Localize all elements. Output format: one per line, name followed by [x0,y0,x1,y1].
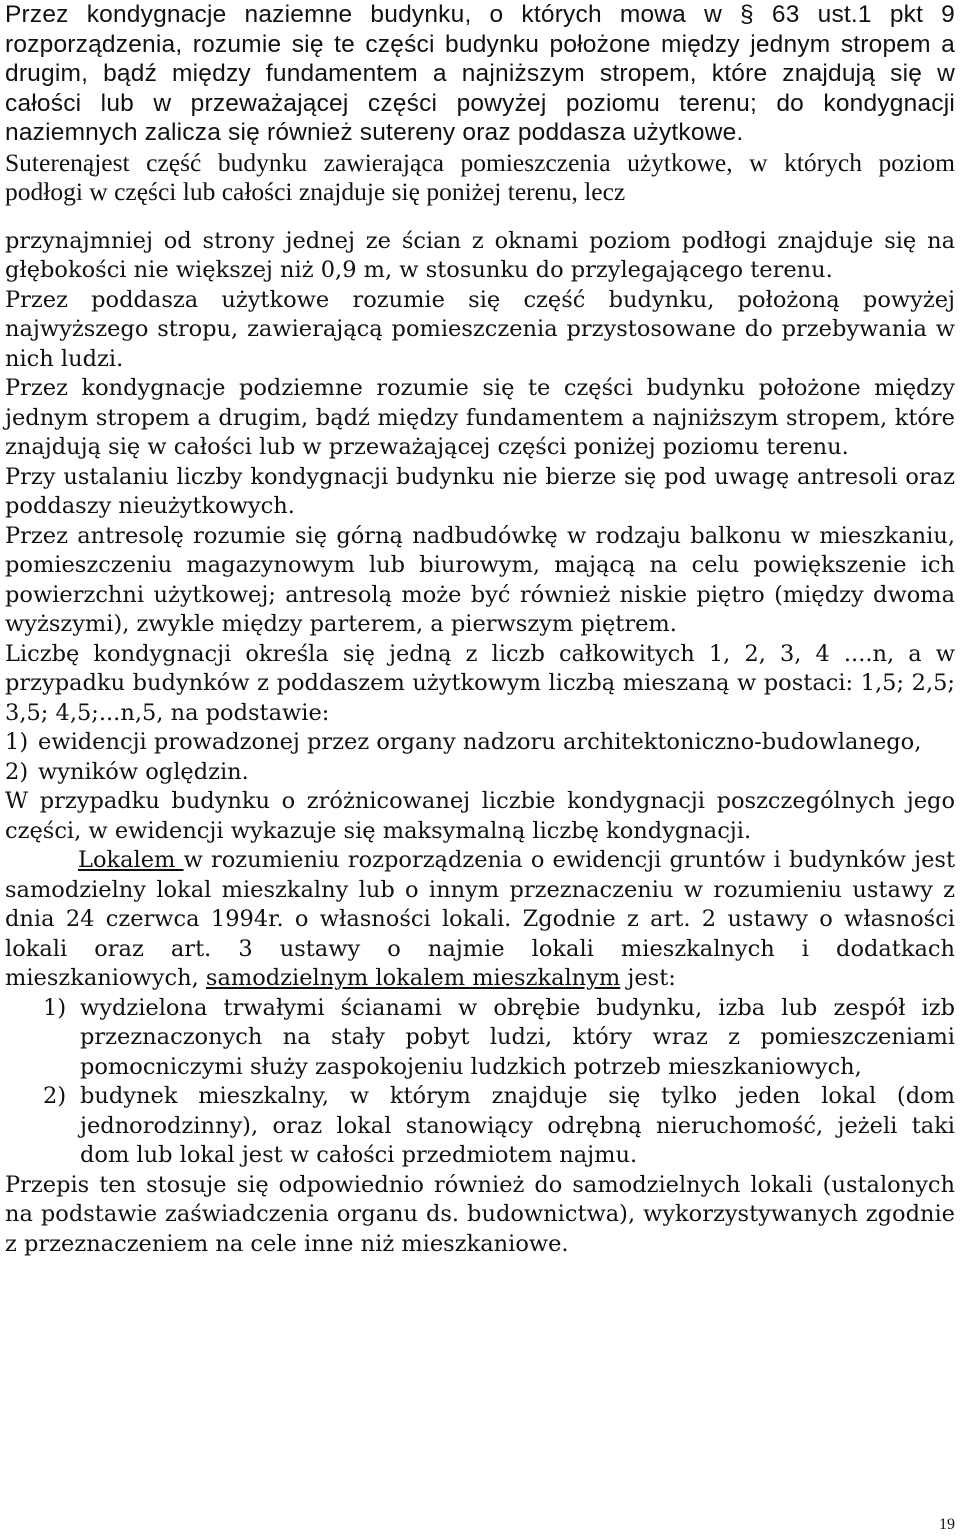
sources-list [5,728,955,787]
paragraph-gap [5,207,955,227]
paragraph-suterena-part1: Suterenąjest część budynku zawierająca pomieszczenia użytkowe, w których poziom podłogi w części lub całości znajduje się poniżej terenu, lecz [5,147,955,206]
list-item-number: 1) [5,729,29,755]
document-page [5,0,955,1259]
list-item [5,758,955,788]
list-item-text: budynek mieszkalny, w którym znajduje się tylko jeden lokal (dom jednorodzinny), oraz lokal stanowiący odrębną nieruchomość, jeżeli taki dom lub lokal jest w całości przedmiotem najmu. [80,1083,955,1168]
lokal-criteria-list [5,994,955,1171]
paragraph-lokal-definition [5,846,955,994]
paragraph-antresola: Przez antresolę rozumie się górną nadbudówkę w rodzaju balkonu w mieszkaniu, pomieszczeniu magazynowym lub biurowym, mającą na celu powiększenie ich powierzchni użytkowej; antresolą może być również niskie piętro (między dwoma wyższymi), zwykle między parterem, a pierwszym piętrem. [5,522,955,637]
list-item [5,994,955,1083]
paragraph-przepis: Przepis ten stosuje się odpowiednio również do samodzielnych lokali (ustalonych na podstawie zaświadczenia organu ds. budownictwa), wykorzystywanych zgodnie z przeznaczeniem na cele inne niż mieszkaniowe. [5,1171,955,1257]
list-item-text: wyników oględzin. [38,758,249,785]
list-item-text: wydzielona trwałymi ścianami w obrębie budynku, izba lub zespół izb przeznaczonych na stały pobyt ludzi, który wraz z pomieszczeniami pomocniczymi służy zaspokojeniu ludzkich potrzeb mieszkaniowych, [80,994,955,1080]
list-item [5,1082,955,1171]
paragraph-lokal-end: jest: [620,965,676,991]
list-item-text: ewidencji prowadzonej przez organy nadzoru architektoniczno-budowlanego, [38,729,922,755]
paragraph-kondygnacje-naziemne: Przez kondygnacje naziemne budynku, o których mowa w § 63 ust.1 pkt 9 rozporządzenia, rozumie się te części budynku położone między jednym stropem a drugim, bądź między fundamentem a najniższym stropem, które znajdują się w całości lub w przeważającej części powyżej poziomu terenu; do kondygnacji naziemnych zalicza się również sutereny oraz poddasza użytkowe. [5,1,955,146]
list-item-number: 1) [43,994,67,1021]
paragraph-liczba-kondygnacji: Liczbę kondygnacji określa się jedną z liczb całkowitych 1, 2, 3, 4 ....n, a w przypadku budynków z poddaszem użytkowym liczbą mieszaną w postaci: 1,5; 2,5; 3,5; 4,5;...n,5, na podstawie: [5,640,955,726]
paragraph-poddasza-uzytkowe: Przez poddasza użytkowe rozumie się część budynku, położoną powyżej najwyższego stropu, zawierającą pomieszczenia przystosowane do przebywania w nich ludzi. [5,286,955,372]
paragraph-antresole-poddasza: Przy ustalaniu liczby kondygnacji budynku nie bierze się pod uwagę antresoli oraz poddaszy nieużytkowych. [5,463,955,519]
paragraph-kondygnacje-podziemne: Przez kondygnacje podziemne rozumie się te części budynku położone między jednym stropem a drugim, bądź między fundamentem a najniższym stropem, które znajdują się w całości lub w przeważającej części poniżej poziomu terenu. [5,375,955,460]
paragraph-zroznicowana-liczba: W przypadku budynku o zróżnicowanej liczbie kondygnacji poszczególnych jego części, w ewidencji wykazuje się maksymalną liczbę kondygnacji. [5,788,955,844]
underlined-term-lokalem: Lokalem [78,847,184,873]
list-item-number: 2) [43,1083,67,1109]
underlined-term-samodzielny-lokal: samodzielnym lokalem mieszkalnym [205,965,621,991]
paragraph-suterena-part2: przynajmniej od strony jednej ze ścian z oknami poziom podłogi znajduje się na głębokości nie większej niż 0,9 m, w stosunku do przylegającego terenu. [5,227,955,283]
list-item [5,728,955,758]
list-item-number: 2) [5,758,29,785]
page-number: 19 [939,1516,955,1533]
paragraph-lokal-body: w rozumieniu rozporządzenia o ewidencji gruntów i budynków jest samodzielny lokal mieszkalny lub o innym przeznaczeniu w rozumieniu ustawy z dnia 24 czerwca 1994r. o własności lokali. Zgodnie z art. 2 ustawy o własności lokali oraz art. 3 ustawy o najmie lokali mieszkalnych i dodatkach mieszkaniowych, [5,847,955,991]
